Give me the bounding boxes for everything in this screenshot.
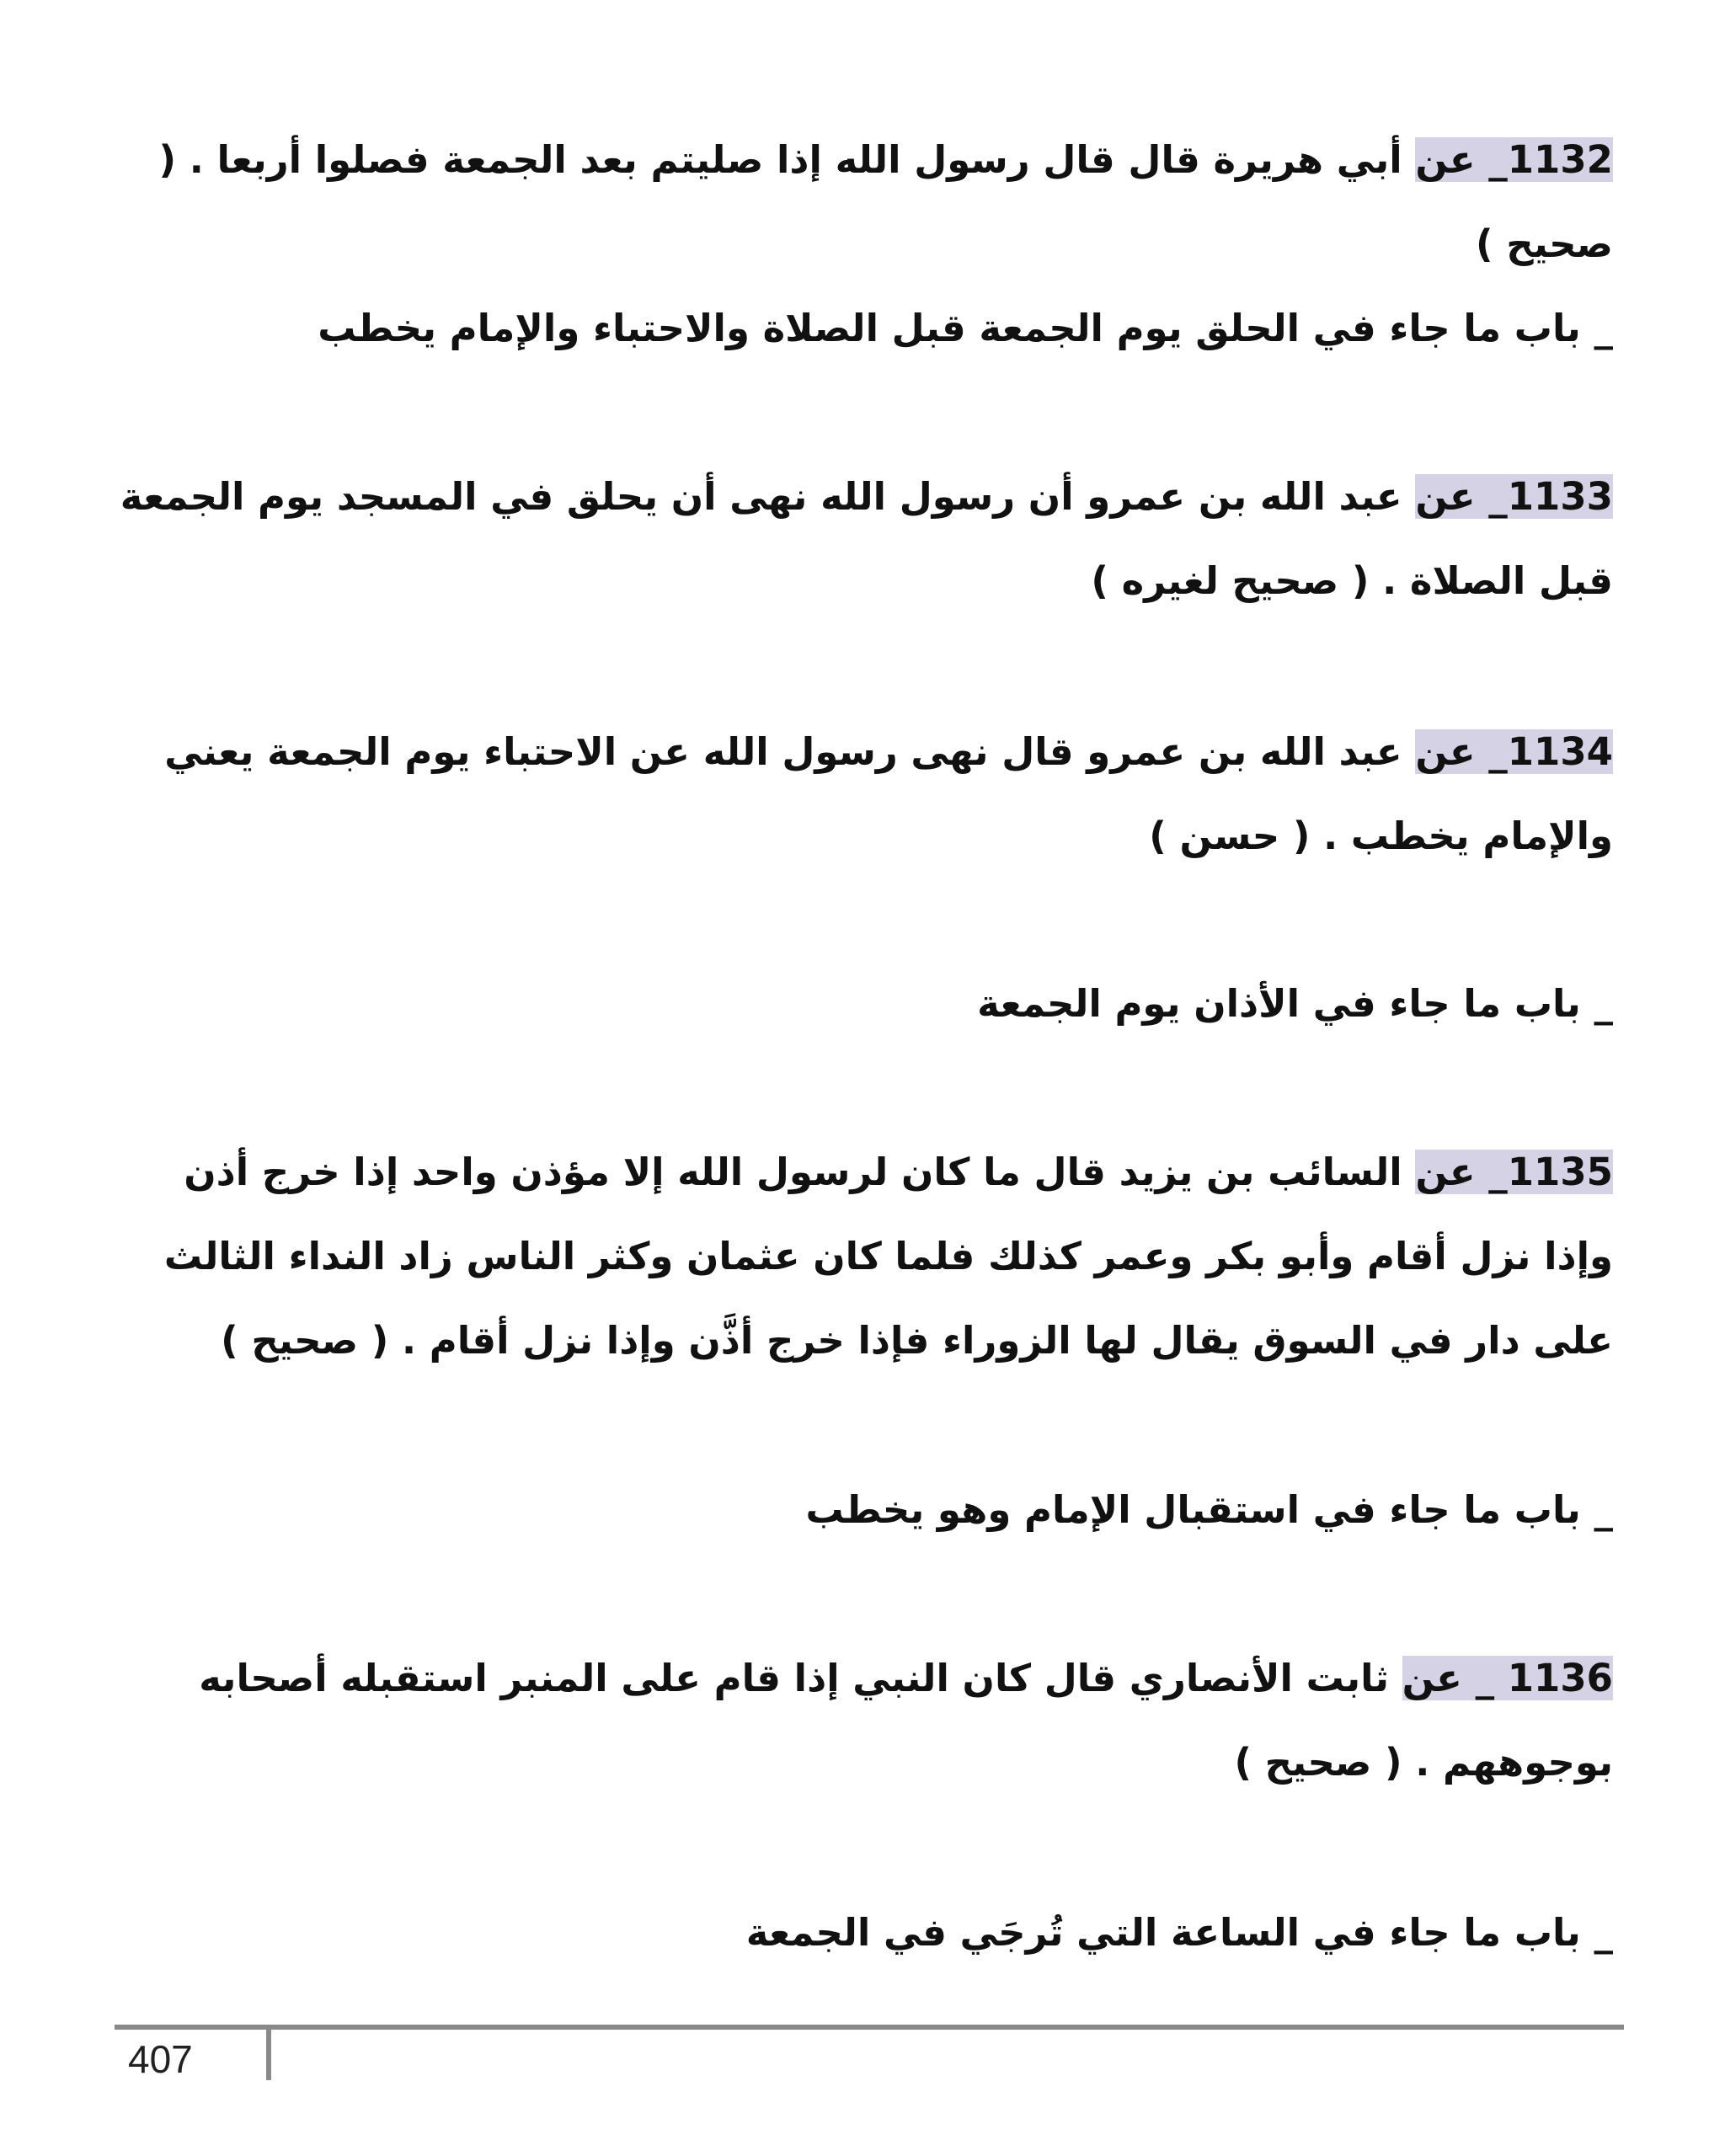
hadith-number: 1134_ bbox=[1488, 729, 1613, 774]
hadith-text: أبي هريرة قال قال رسول الله إذا صليتم بعد الجمعة فصلوا أربعا . ( صحيح ) bbox=[158, 137, 1613, 266]
chapter-heading-adhan bbox=[105, 962, 1613, 1046]
hadith-1133 bbox=[105, 455, 1613, 623]
hadith-lead: عن bbox=[1415, 474, 1476, 519]
hadith-number-highlight bbox=[1415, 729, 1613, 774]
hadith-text: عبد الله بن عمرو قال نهى رسول الله عن الاحتباء يوم الجمعة يعني والإمام يخطب . ( حسن ) bbox=[164, 729, 1613, 858]
hadith-lead: عن bbox=[1415, 137, 1476, 182]
hadith-1134 bbox=[105, 710, 1613, 878]
hadith-number: 1136 _ bbox=[1475, 1656, 1613, 1700]
hadith-text: السائب بن يزيد قال ما كان لرسول الله إلا مؤذن واحد إذا خرج أذن وإذا نزل أقام وأبو بكر وعمر كذلك فلما كان عثمان وكثر الناس زاد النداء الثالث على دار في السوق يقال لها الزوراء فإذا خرج أذَّن وإذا نزل أقام . ( صحيح ) bbox=[163, 1150, 1613, 1363]
hadith-1135 bbox=[105, 1130, 1613, 1383]
chapter-heading-shaving bbox=[105, 286, 1613, 371]
hadith-lead: عن bbox=[1415, 729, 1476, 774]
hadith-text: ثابت الأنصاري قال كان النبي إذا قام على المنبر استقبله أصحابه بوجوههم . ( صحيح ) bbox=[199, 1656, 1613, 1785]
chapter-heading-hour bbox=[105, 1891, 1613, 1975]
hadith-number-highlight bbox=[1415, 137, 1613, 182]
hadith-text: عبد الله بن عمرو أن رسول الله نهى أن يحلق في المسجد يوم الجمعة قبل الصلاة . ( صحيح لغيره ) bbox=[120, 474, 1613, 603]
hadith-1132 bbox=[105, 118, 1613, 286]
hadith-number: 1133_ bbox=[1488, 474, 1613, 519]
hadith-number-highlight bbox=[1415, 1150, 1613, 1194]
hadith-number: 1132_ bbox=[1488, 137, 1613, 182]
chapter-heading-text: _ باب ما جاء في الأذان يوم الجمعة bbox=[977, 981, 1613, 1026]
hadith-1136 bbox=[105, 1636, 1613, 1805]
page-number: 407 bbox=[128, 2037, 193, 2081]
hadith-number-highlight bbox=[1402, 1656, 1613, 1700]
hadith-number: 1135_ bbox=[1488, 1150, 1613, 1194]
chapter-heading-text: _ باب ما جاء في الساعة التي تُرجَي في الجمعة bbox=[745, 1910, 1613, 1955]
chapter-heading-text: _ باب ما جاء في الحلق يوم الجمعة قبل الصلاة والاحتباء والإمام يخطب bbox=[318, 306, 1613, 350]
hadith-lead: عن bbox=[1415, 1150, 1476, 1194]
chapter-heading-facing-imam bbox=[105, 1468, 1613, 1552]
footer-rule bbox=[115, 2025, 1624, 2030]
footer-tick bbox=[266, 2025, 271, 2080]
hadith-number-highlight bbox=[1415, 474, 1613, 519]
hadith-lead: عن bbox=[1402, 1656, 1462, 1700]
chapter-heading-text: _ باب ما جاء في استقبال الإمام وهو يخطب bbox=[805, 1487, 1613, 1532]
